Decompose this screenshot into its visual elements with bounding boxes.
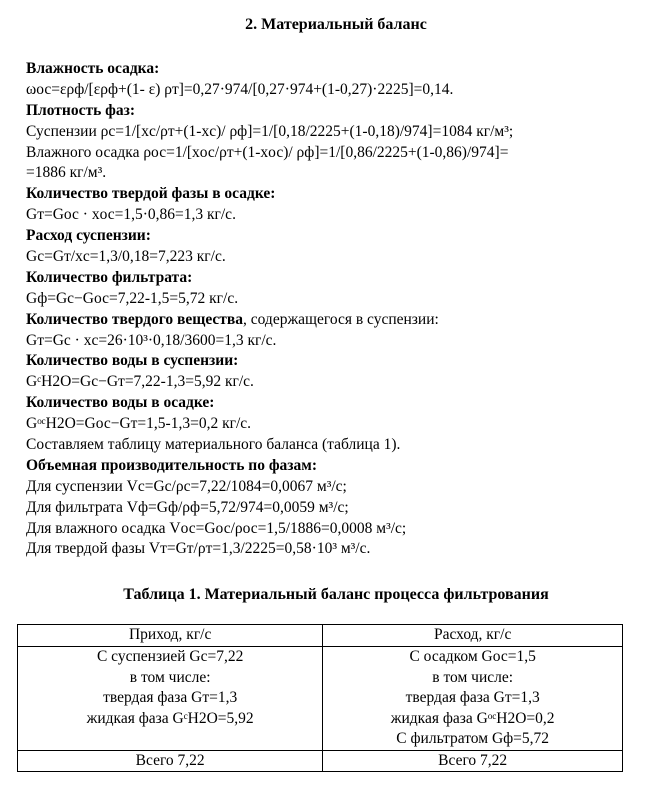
formula-line: Gс=Gт/xс=1,3/0,18=7,223 кг/с.: [26, 248, 226, 266]
section-heading: Количество фильтрата:: [26, 268, 193, 286]
formula-line: Gт=Gос · xос=1,5·0,86=1,3 кг/с.: [26, 206, 236, 224]
inline-text: , содержащегося в суспензии:: [243, 310, 439, 328]
formula-line: Суспензии ρс=1/[xс/ρт+(1-xс)/ ρф]=1/[0,18/2225+(1-0,18)/974]=1084 кг/м³;: [26, 122, 514, 140]
formula-line: Влажного осадка ρос=1/[xос/ρт+(1-xос)/ ρф]=1/[0,86/2225+(1-0,86)/974]=: [26, 143, 509, 161]
income-line: С суспензией Gс=7,22: [96, 648, 244, 665]
formula-line: Gт=Gс · xс=26·10³·0,18/3600=1,3 кг/с.: [26, 331, 277, 349]
section-heading: Плотность фаз:: [26, 101, 136, 119]
table-title: Таблица 1. Материальный баланс процесса фильтрования: [123, 586, 549, 603]
formula-line: Для влажного осадка Vос=Gос/ρос=1,5/1886=0,0008 м³/с;: [26, 519, 407, 537]
income-line: жидкая фаза GᶜH2O=5,92: [86, 709, 254, 727]
expense-line: С осадком Gос=1,5: [409, 648, 536, 665]
expense-cell: [323, 647, 623, 751]
section-heading: Количество воды в осадке:: [26, 394, 215, 412]
formula-line: =1886 кг/м³.: [26, 164, 107, 182]
section-heading: Количество воды в суспензии:: [26, 352, 239, 370]
header-expense: Расход, кг/с: [323, 625, 623, 647]
expense-line: твердая фаза Gт=1,3: [405, 689, 540, 706]
table-total-row: [18, 750, 623, 772]
expense-total: Всего 7,22: [323, 750, 623, 772]
expense-line: в том числе:: [432, 668, 514, 686]
section-heading: Влажность осадка:: [26, 60, 160, 77]
income-line: твердая фаза Gт=1,3: [103, 689, 238, 706]
formula-line: Для фильтрата Vф=Gф/ρф=5,72/974=0,0059 м³/с;: [26, 498, 349, 516]
inline-heading: Количество твердого вещества: [26, 310, 243, 328]
income-total: Всего 7,22: [18, 750, 323, 772]
expense-line: С фильтратом Gф=5,72: [396, 730, 550, 747]
formula-line: Gф=Gс−Gос=7,22-1,5=5,72 кг/с.: [26, 289, 239, 307]
income-cell: [18, 647, 323, 751]
header-income: Приход, кг/с: [18, 625, 323, 647]
formula-line: Для твердой фазы Vт=Gт/ρт=1,3/2225=0,58·10³ м³/с.: [26, 540, 371, 558]
material-balance-table: [17, 624, 623, 772]
table-row: [18, 647, 623, 751]
expense-line: жидкая фаза GᵒᶜH2O=0,2: [390, 709, 555, 727]
body-text: [26, 59, 646, 560]
section-heading: Расход суспензии:: [26, 227, 151, 245]
section-title: 2. Материальный баланс: [245, 16, 427, 33]
section-heading: Объемная производительность по фазам:: [26, 456, 317, 474]
income-line: в том числе:: [129, 668, 211, 686]
table-header-row: [18, 625, 623, 647]
formula-line: GᶜH2O=Gс−Gт=7,22-1,3=5,92 кг/с.: [26, 373, 254, 391]
formula-line: Для суспензии Vс=Gс/ρс=7,22/1084=0,0067 м³/с;: [26, 477, 347, 495]
formula-line: Составляем таблицу материального баланса (таблица 1).: [26, 436, 401, 454]
formula-line: ωос=ερф/[ερф+(1- ε) ρт]=0,27·974/[0,27·974+(1-0,27)·2225]=0,14.: [26, 80, 454, 98]
section-heading: Количество твердой фазы в осадке:: [26, 185, 276, 203]
mixed-line: [26, 310, 646, 331]
formula-line: GᵒᶜH2O=Gос−Gт=1,5-1,3=0,2 кг/с.: [26, 415, 252, 433]
